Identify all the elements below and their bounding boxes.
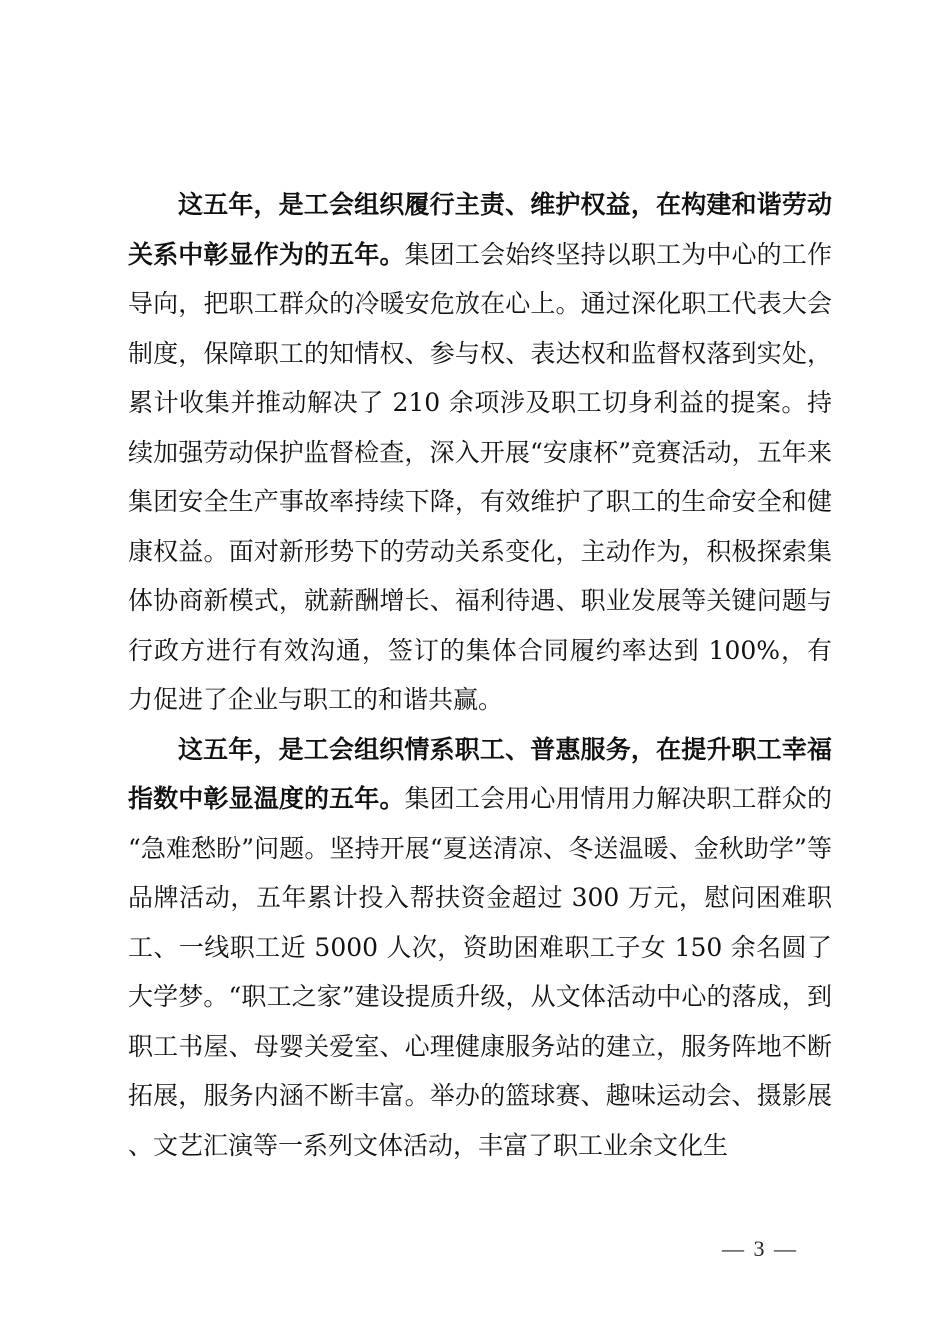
document-body <box>128 180 832 1170</box>
paragraph-text: 集团工会始终坚持以职工为中心的工作导向，把职工群众的冷暖安危放在心上。通过深化职工代表大会制度，保障职工的知情权、参与权、表达权和监督权落到实处，累计收集并推动解决了 210 余项涉及职工切身利益的提案。持续加强劳动保护监督检查，深入开展“安康杯”竞赛活动，五年来集团安全生产事故率持续下降，有效维护了职工的生命安全和健康权益。面对新形势下的劳动关系变化，主动作为，积极探索集体协商新模式，就薪酬增长、福利待遇、职业发展等关键问题与行政方进行有效沟通，签订的集体合同履约率达到 100%，有力促进了企业与职工的和谐共赢。 <box>128 239 832 714</box>
page-number: — 3 — <box>722 1236 798 1261</box>
paragraph-text: 集团工会用心用情用力解决职工群众的“急难愁盼”问题。坚持开展“夏送清凉、冬送温暖、金秋助学”等品牌活动，五年累计投入帮扶资金超过 300 万元，慰问困难职工、一线职工近 5000 人次，资助困难职工子女 150 余名圆了大学梦。“职工之家”建设提质升级，从文体活动中心的落成，到职工书屋、母婴关爱室、心理健康服务站的建立，服务阵地不断拓展，服务内涵不断丰富。举办的篮球赛、趣味运动会、摄影展、文艺汇演等一系列文体活动，丰富了职工业余文化生 <box>128 784 832 1160</box>
paragraph-worker-services <box>128 725 832 1171</box>
paragraph-lead: 这五年，是工会组织情系职工、普惠服务，在提升职工幸福指数中彰显温度的五年。 <box>128 734 832 813</box>
paragraph-labor-relations <box>128 180 832 725</box>
paragraph-lead: 这五年，是工会组织履行主责、维护权益，在构建和谐劳动关系中彰显作为的五年。 <box>128 190 832 269</box>
